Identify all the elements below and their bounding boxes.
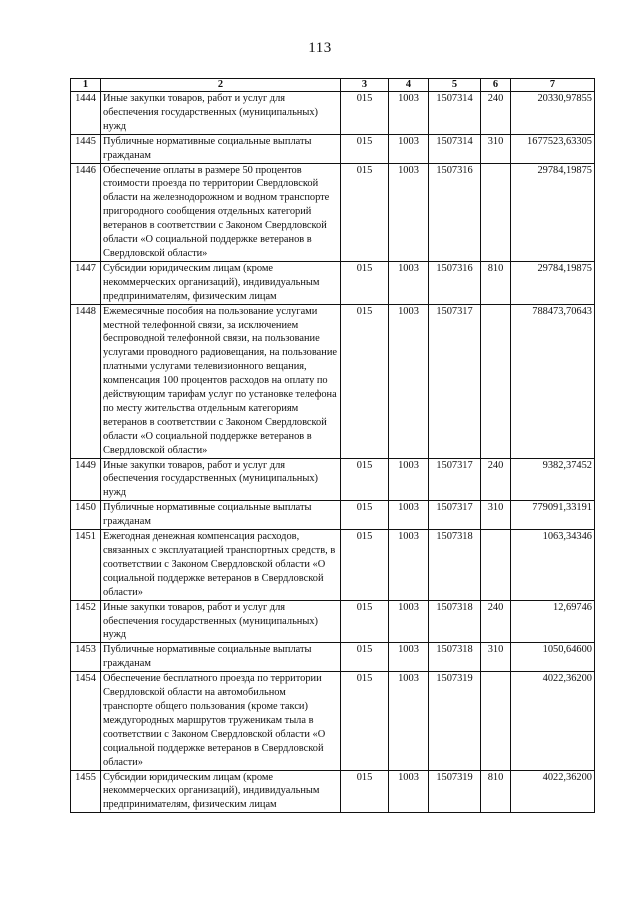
ministry-code: 015 bbox=[341, 672, 389, 770]
table-row bbox=[71, 163, 595, 261]
row-description: Иные закупки товаров, работ и услуг для обеспечения государственных (муниципальных) нужд bbox=[101, 600, 341, 643]
row-number: 1451 bbox=[71, 530, 101, 601]
column-header: 1 bbox=[71, 79, 101, 92]
row-description: Публичные нормативные социальные выплаты гражданам bbox=[101, 134, 341, 163]
section-code: 1003 bbox=[389, 672, 429, 770]
target-code: 1507317 bbox=[429, 501, 481, 530]
amount: 1063,34346 bbox=[511, 530, 595, 601]
row-number: 1449 bbox=[71, 458, 101, 501]
ministry-code: 015 bbox=[341, 600, 389, 643]
amount: 4022,36200 bbox=[511, 672, 595, 770]
expense-type-code: 310 bbox=[481, 501, 511, 530]
column-header: 3 bbox=[341, 79, 389, 92]
row-description: Публичные нормативные социальные выплаты гражданам bbox=[101, 643, 341, 672]
amount: 788473,70643 bbox=[511, 304, 595, 458]
header-row bbox=[71, 79, 595, 92]
target-code: 1507318 bbox=[429, 643, 481, 672]
table-row bbox=[71, 304, 595, 458]
target-code: 1507314 bbox=[429, 134, 481, 163]
row-description: Иные закупки товаров, работ и услуг для обеспечения государственных (муниципальных) нужд bbox=[101, 458, 341, 501]
row-number: 1445 bbox=[71, 134, 101, 163]
row-description: Субсидии юридическим лицам (кроме некоммерческих организаций), индивидуальным предпринимателям, физическим лицам bbox=[101, 261, 341, 304]
row-description: Ежемесячные пособия на пользование услугами местной телефонной связи, за исключением беспроводной телефонной связи, на пользование услугами проводного радиовещания, на пользование платными услугами телевизионного вещания, компенсация 100 процентов расходов на оплату по действующим тарифам услуг по установке телефона по месту жительства отдельным категориям ветеранов в соответствии с Законом Свердловской области «О социальной поддержке ветеранов в Свердловской области» bbox=[101, 304, 341, 458]
row-description: Публичные нормативные социальные выплаты гражданам bbox=[101, 501, 341, 530]
ministry-code: 015 bbox=[341, 134, 389, 163]
row-description: Иные закупки товаров, работ и услуг для обеспечения государственных (муниципальных) нужд bbox=[101, 92, 341, 135]
section-code: 1003 bbox=[389, 304, 429, 458]
ministry-code: 015 bbox=[341, 501, 389, 530]
expense-type-code bbox=[481, 530, 511, 601]
table-row bbox=[71, 261, 595, 304]
table-row bbox=[71, 92, 595, 135]
row-description: Субсидии юридическим лицам (кроме некоммерческих организаций), индивидуальным предпринимателям, физическим лицам bbox=[101, 770, 341, 813]
row-number: 1454 bbox=[71, 672, 101, 770]
section-code: 1003 bbox=[389, 643, 429, 672]
ministry-code: 015 bbox=[341, 92, 389, 135]
section-code: 1003 bbox=[389, 163, 429, 261]
ministry-code: 015 bbox=[341, 458, 389, 501]
ministry-code: 015 bbox=[341, 530, 389, 601]
ministry-code: 015 bbox=[341, 643, 389, 672]
row-number: 1448 bbox=[71, 304, 101, 458]
target-code: 1507316 bbox=[429, 163, 481, 261]
ministry-code: 015 bbox=[341, 770, 389, 813]
row-number: 1455 bbox=[71, 770, 101, 813]
budget-table bbox=[70, 78, 595, 813]
table-row bbox=[71, 770, 595, 813]
section-code: 1003 bbox=[389, 261, 429, 304]
row-number: 1450 bbox=[71, 501, 101, 530]
target-code: 1507319 bbox=[429, 770, 481, 813]
expense-type-code bbox=[481, 304, 511, 458]
row-number: 1452 bbox=[71, 600, 101, 643]
expense-type-code: 310 bbox=[481, 643, 511, 672]
table-row bbox=[71, 643, 595, 672]
amount: 9382,37452 bbox=[511, 458, 595, 501]
expense-type-code: 810 bbox=[481, 261, 511, 304]
expense-type-code: 310 bbox=[481, 134, 511, 163]
amount: 29784,19875 bbox=[511, 261, 595, 304]
target-code: 1507317 bbox=[429, 304, 481, 458]
table-row bbox=[71, 530, 595, 601]
amount: 20330,97855 bbox=[511, 92, 595, 135]
column-header: 5 bbox=[429, 79, 481, 92]
table-row bbox=[71, 501, 595, 530]
amount: 29784,19875 bbox=[511, 163, 595, 261]
expense-type-code: 810 bbox=[481, 770, 511, 813]
row-number: 1453 bbox=[71, 643, 101, 672]
expense-type-code: 240 bbox=[481, 600, 511, 643]
expense-type-code bbox=[481, 163, 511, 261]
section-code: 1003 bbox=[389, 770, 429, 813]
row-number: 1444 bbox=[71, 92, 101, 135]
column-header: 4 bbox=[389, 79, 429, 92]
row-description: Обеспечение бесплатного проезда по территории Свердловской области на автомобильном транспорте общего пользования (кроме такси) междугородных маршрутов труженикам тыла в соответствии с Законом Свердловской области «О социальной поддержке ветеранов в Свердловской области» bbox=[101, 672, 341, 770]
amount: 12,69746 bbox=[511, 600, 595, 643]
target-code: 1507314 bbox=[429, 92, 481, 135]
table-row bbox=[71, 600, 595, 643]
column-header: 6 bbox=[481, 79, 511, 92]
row-description: Обеспечение оплаты в размере 50 процентов стоимости проезда по территории Свердловской области на железнодорожном и водном транспорте пригородного сообщения отдельных категорий ветеранов в соответствии с Законом Свердловской области «О социальной поддержке ветеранов в Свердловской области» bbox=[101, 163, 341, 261]
section-code: 1003 bbox=[389, 530, 429, 601]
target-code: 1507316 bbox=[429, 261, 481, 304]
table-row bbox=[71, 458, 595, 501]
target-code: 1507317 bbox=[429, 458, 481, 501]
section-code: 1003 bbox=[389, 134, 429, 163]
expense-type-code: 240 bbox=[481, 458, 511, 501]
ministry-code: 015 bbox=[341, 163, 389, 261]
amount: 1050,64600 bbox=[511, 643, 595, 672]
ministry-code: 015 bbox=[341, 304, 389, 458]
target-code: 1507318 bbox=[429, 530, 481, 601]
column-header: 2 bbox=[101, 79, 341, 92]
table-body bbox=[71, 92, 595, 813]
section-code: 1003 bbox=[389, 600, 429, 643]
section-code: 1003 bbox=[389, 92, 429, 135]
expense-type-code: 240 bbox=[481, 92, 511, 135]
amount: 779091,33191 bbox=[511, 501, 595, 530]
table-row bbox=[71, 134, 595, 163]
row-description: Ежегодная денежная компенсация расходов, связанных с эксплуатацией транспортных средств, в соответствии с Законом Свердловской области «О социальной поддержке ветеранов в Свердловской области» bbox=[101, 530, 341, 601]
section-code: 1003 bbox=[389, 458, 429, 501]
target-code: 1507318 bbox=[429, 600, 481, 643]
expense-type-code bbox=[481, 672, 511, 770]
target-code: 1507319 bbox=[429, 672, 481, 770]
amount: 1677523,63305 bbox=[511, 134, 595, 163]
column-header: 7 bbox=[511, 79, 595, 92]
page-number: 113 bbox=[308, 40, 332, 56]
ministry-code: 015 bbox=[341, 261, 389, 304]
row-number: 1447 bbox=[71, 261, 101, 304]
row-number: 1446 bbox=[71, 163, 101, 261]
table-row bbox=[71, 672, 595, 770]
amount: 4022,36200 bbox=[511, 770, 595, 813]
section-code: 1003 bbox=[389, 501, 429, 530]
